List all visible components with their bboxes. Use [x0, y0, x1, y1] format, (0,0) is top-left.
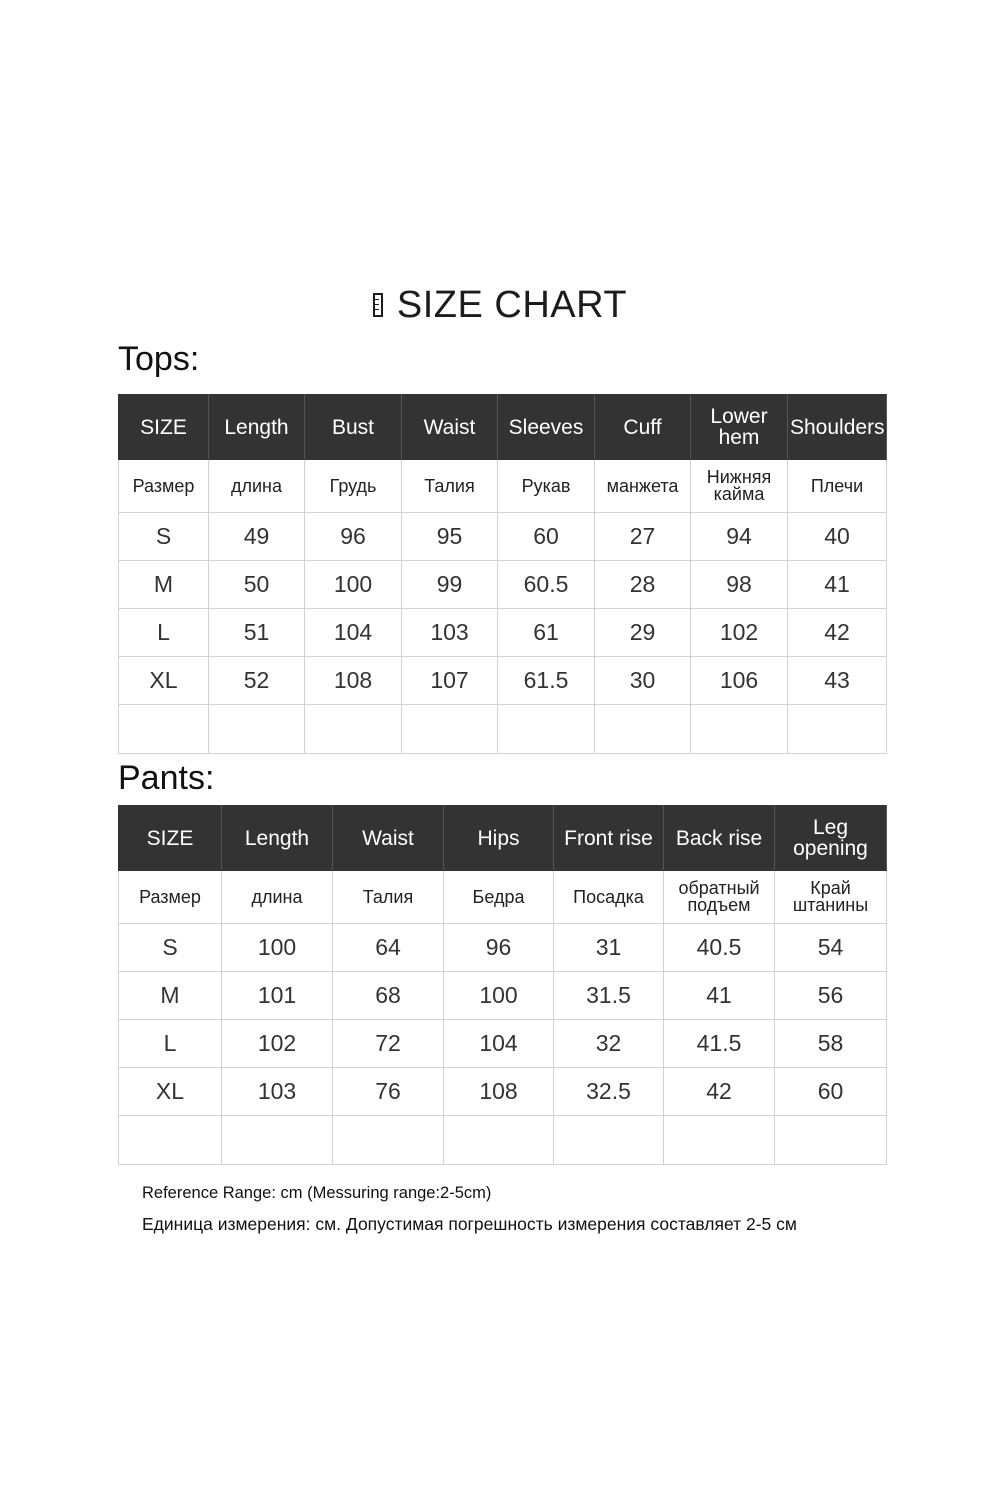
- measurement-cell: 42: [788, 609, 887, 657]
- measurement-cell: 61.5: [498, 657, 595, 705]
- empty-cell: [402, 705, 498, 754]
- measurement-cell: 108: [305, 657, 402, 705]
- measurement-cell: 106: [691, 657, 788, 705]
- pants-header-cell: SIZE: [119, 806, 222, 871]
- table-row: [119, 1068, 887, 1116]
- measurement-cell: 95: [402, 513, 498, 561]
- measurement-cell: 54: [775, 924, 887, 972]
- tops-header-cell: Sleeves: [498, 395, 595, 460]
- tops-russian-header-cell: Талия: [402, 460, 498, 513]
- measurement-cell: 103: [222, 1068, 333, 1116]
- reference-note: Reference Range: cm (Messuring range:2-5cm): [142, 1184, 492, 1202]
- measurement-cell: 101: [222, 972, 333, 1020]
- title-text: SIZE CHART: [396, 283, 628, 326]
- measurement-cell: 104: [305, 609, 402, 657]
- empty-cell: [222, 1116, 333, 1165]
- ruler-icon: [373, 293, 383, 317]
- measurement-cell: 31: [554, 924, 664, 972]
- tops-label: Tops:: [118, 340, 200, 378]
- measurement-cell: 98: [691, 561, 788, 609]
- empty-cell: [209, 705, 305, 754]
- pants-russian-header-row: [119, 871, 887, 924]
- measurement-cell: 56: [775, 972, 887, 1020]
- pants-header-cell: Front rise: [554, 806, 664, 871]
- tops-russian-header-cell: Плечи: [788, 460, 887, 513]
- tops-table-body: [119, 460, 887, 754]
- measurement-cell: 52: [209, 657, 305, 705]
- empty-cell: [775, 1116, 887, 1165]
- measurement-cell: 104: [444, 1020, 554, 1068]
- measurement-cell: 41: [664, 972, 775, 1020]
- measurement-cell: 96: [305, 513, 402, 561]
- size-cell: M: [119, 972, 222, 1020]
- measurement-cell: 29: [595, 609, 691, 657]
- pants-russian-header-cell: Край штанины: [775, 871, 887, 924]
- table-row: [119, 561, 887, 609]
- pants-header-cell: Length: [222, 806, 333, 871]
- tops-russian-header-row: [119, 460, 887, 513]
- empty-cell: [554, 1116, 664, 1165]
- measurement-cell: 102: [691, 609, 788, 657]
- pants-table-body: [119, 871, 887, 1165]
- measurement-cell: 107: [402, 657, 498, 705]
- table-row: [119, 609, 887, 657]
- empty-cell: [498, 705, 595, 754]
- tops-table: [118, 394, 887, 754]
- pants-header-row: [119, 806, 887, 871]
- measurement-cell: 103: [402, 609, 498, 657]
- measurement-cell: 96: [444, 924, 554, 972]
- tops-header-cell: SIZE: [119, 395, 209, 460]
- size-cell: L: [119, 609, 209, 657]
- measurement-cell: 60: [498, 513, 595, 561]
- measurement-cell: 100: [444, 972, 554, 1020]
- size-chart-title: [0, 280, 1000, 330]
- tops-header-row: [119, 395, 887, 460]
- measurement-cell: 31.5: [554, 972, 664, 1020]
- pants-russian-header-cell: Посадка: [554, 871, 664, 924]
- measurement-cell: 30: [595, 657, 691, 705]
- measurement-cell: 64: [333, 924, 444, 972]
- measurement-cell: 41: [788, 561, 887, 609]
- measurement-cell: 50: [209, 561, 305, 609]
- tops-header-cell: Shoulders: [788, 395, 887, 460]
- table-row: [119, 1020, 887, 1068]
- measurement-cell: 58: [775, 1020, 887, 1068]
- pants-label: Pants:: [118, 759, 215, 797]
- measurement-cell: 68: [333, 972, 444, 1020]
- tops-russian-header-cell: длина: [209, 460, 305, 513]
- tops-header-cell: Cuff: [595, 395, 691, 460]
- tops-header-cell: Length: [209, 395, 305, 460]
- measurement-cell: 49: [209, 513, 305, 561]
- pants-table: [118, 805, 887, 1165]
- table-row: [119, 972, 887, 1020]
- measurement-cell: 102: [222, 1020, 333, 1068]
- measurement-cell: 61: [498, 609, 595, 657]
- size-cell: XL: [119, 1068, 222, 1116]
- pants-header-cell: Leg opening: [775, 806, 887, 871]
- russian-note: Единица измерения: см. Допустимая погрешность измерения составляет 2-5 см: [142, 1214, 797, 1234]
- empty-cell: [305, 705, 402, 754]
- measurement-cell: 40: [788, 513, 887, 561]
- tops-header-cell: Lower hem: [691, 395, 788, 460]
- pants-russian-header-cell: обратный подъем: [664, 871, 775, 924]
- measurement-cell: 40.5: [664, 924, 775, 972]
- measurement-cell: 94: [691, 513, 788, 561]
- measurement-cell: 32: [554, 1020, 664, 1068]
- measurement-cell: 32.5: [554, 1068, 664, 1116]
- tops-russian-header-cell: Нижняя кайма: [691, 460, 788, 513]
- measurement-cell: 99: [402, 561, 498, 609]
- empty-row: [119, 1116, 887, 1165]
- pants-russian-header-cell: Талия: [333, 871, 444, 924]
- empty-cell: [119, 1116, 222, 1165]
- tops-russian-header-cell: Размер: [119, 460, 209, 513]
- tops-russian-header-cell: Рукав: [498, 460, 595, 513]
- measurement-cell: 28: [595, 561, 691, 609]
- pants-russian-header-cell: длина: [222, 871, 333, 924]
- pants-russian-header-cell: Бедра: [444, 871, 554, 924]
- pants-header-cell: Waist: [333, 806, 444, 871]
- table-row: [119, 924, 887, 972]
- pants-header-cell: Hips: [444, 806, 554, 871]
- size-cell: M: [119, 561, 209, 609]
- pants-russian-header-cell: Размер: [119, 871, 222, 924]
- empty-cell: [119, 705, 209, 754]
- measurement-cell: 41.5: [664, 1020, 775, 1068]
- measurement-cell: 43: [788, 657, 887, 705]
- measurement-cell: 76: [333, 1068, 444, 1116]
- size-cell: XL: [119, 657, 209, 705]
- measurement-cell: 100: [305, 561, 402, 609]
- table-row: [119, 657, 887, 705]
- empty-cell: [788, 705, 887, 754]
- empty-cell: [444, 1116, 554, 1165]
- empty-cell: [595, 705, 691, 754]
- measurement-cell: 27: [595, 513, 691, 561]
- size-cell: S: [119, 924, 222, 972]
- empty-cell: [333, 1116, 444, 1165]
- size-cell: S: [119, 513, 209, 561]
- table-row: [119, 513, 887, 561]
- tops-header-cell: Waist: [402, 395, 498, 460]
- pants-header-cell: Back rise: [664, 806, 775, 871]
- empty-cell: [691, 705, 788, 754]
- tops-russian-header-cell: Грудь: [305, 460, 402, 513]
- tops-header-cell: Bust: [305, 395, 402, 460]
- measurement-cell: 42: [664, 1068, 775, 1116]
- measurement-cell: 51: [209, 609, 305, 657]
- measurement-cell: 60: [775, 1068, 887, 1116]
- measurement-cell: 100: [222, 924, 333, 972]
- empty-cell: [664, 1116, 775, 1165]
- size-cell: L: [119, 1020, 222, 1068]
- tops-russian-header-cell: манжета: [595, 460, 691, 513]
- measurement-cell: 108: [444, 1068, 554, 1116]
- empty-row: [119, 705, 887, 754]
- measurement-cell: 72: [333, 1020, 444, 1068]
- measurement-cell: 60.5: [498, 561, 595, 609]
